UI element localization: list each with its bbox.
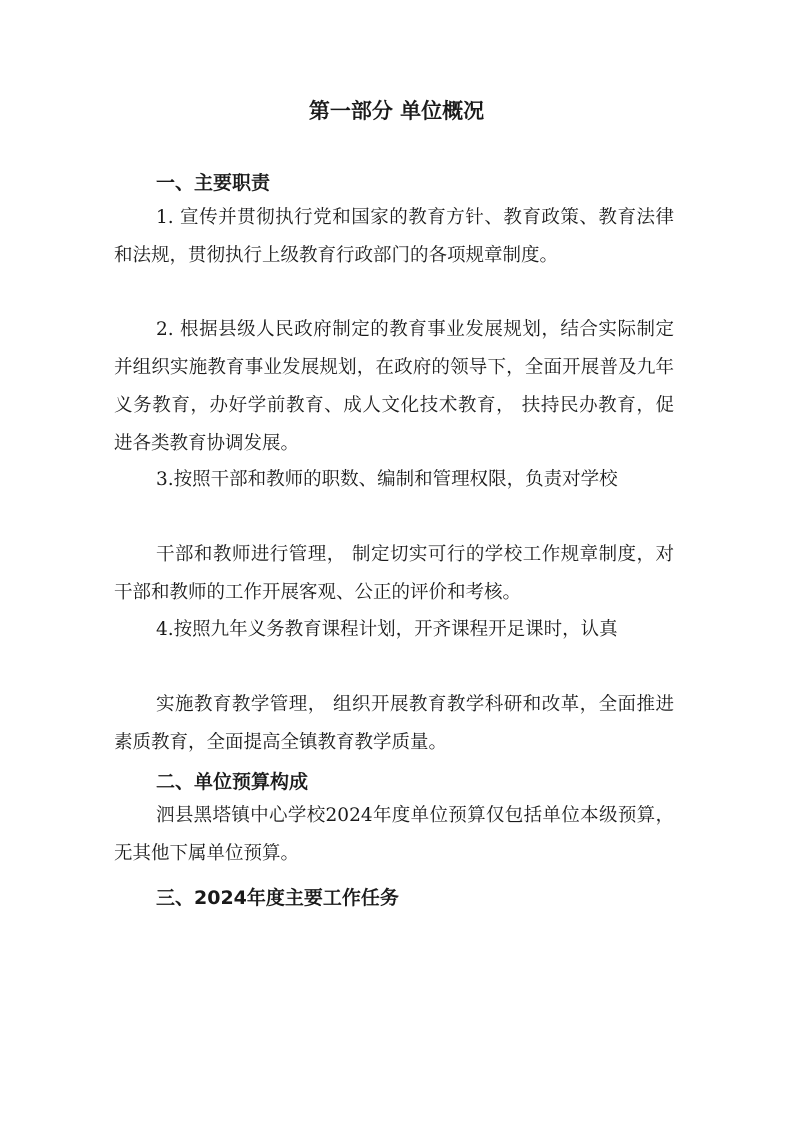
duty-paragraph-3-continued: 干部和教师进行管理， 制定切实可行的学校工作规章制度，对干部和教师的工作开展客观、公正的评价和考核。 [114,544,674,603]
page-title: 第一部分 单位概况 [308,99,485,123]
duty-paragraph-4-line1: 4.按照九年义务教育课程计划，开齐课程开足课时，认真 [156,619,618,640]
duty-paragraph-2: 2. 根据县级人民政府制定的教育事业发展规划，结合实际制定并组织实施教育事业发展规划，在政府的领导下，全面开展普及九年义务教育，办好学前教育、成人文化技术教育， 扶持民办教育，促进各类教育协调发展。 [114,319,674,454]
duty-paragraph-3-line1: 3.按照干部和教师的职数、编制和管理权限，负责对学校 [156,469,618,490]
duty-paragraph-4-continued: 实施教育教学管理， 组织开展教育教学科研和改革，全面推进素质教育，全面提高全镇教育教学质量。 [114,694,674,753]
section-heading-main-duties: 一、主要职责 [156,172,271,194]
budget-composition-paragraph: 泗县黑塔镇中心学校2024年度单位预算仅包括单位本级预算，无其他下属单位预算。 [114,805,674,864]
section-heading-main-tasks: 三、2024年度主要工作任务 [156,887,399,909]
duty-paragraph-1: 1. 宣传并贯彻执行党和国家的教育方针、教育政策、教育法律和法规，贯彻执行上级教育行政部门的各项规章制度。 [114,207,674,266]
section-heading-budget-composition: 二、单位预算构成 [156,771,309,793]
